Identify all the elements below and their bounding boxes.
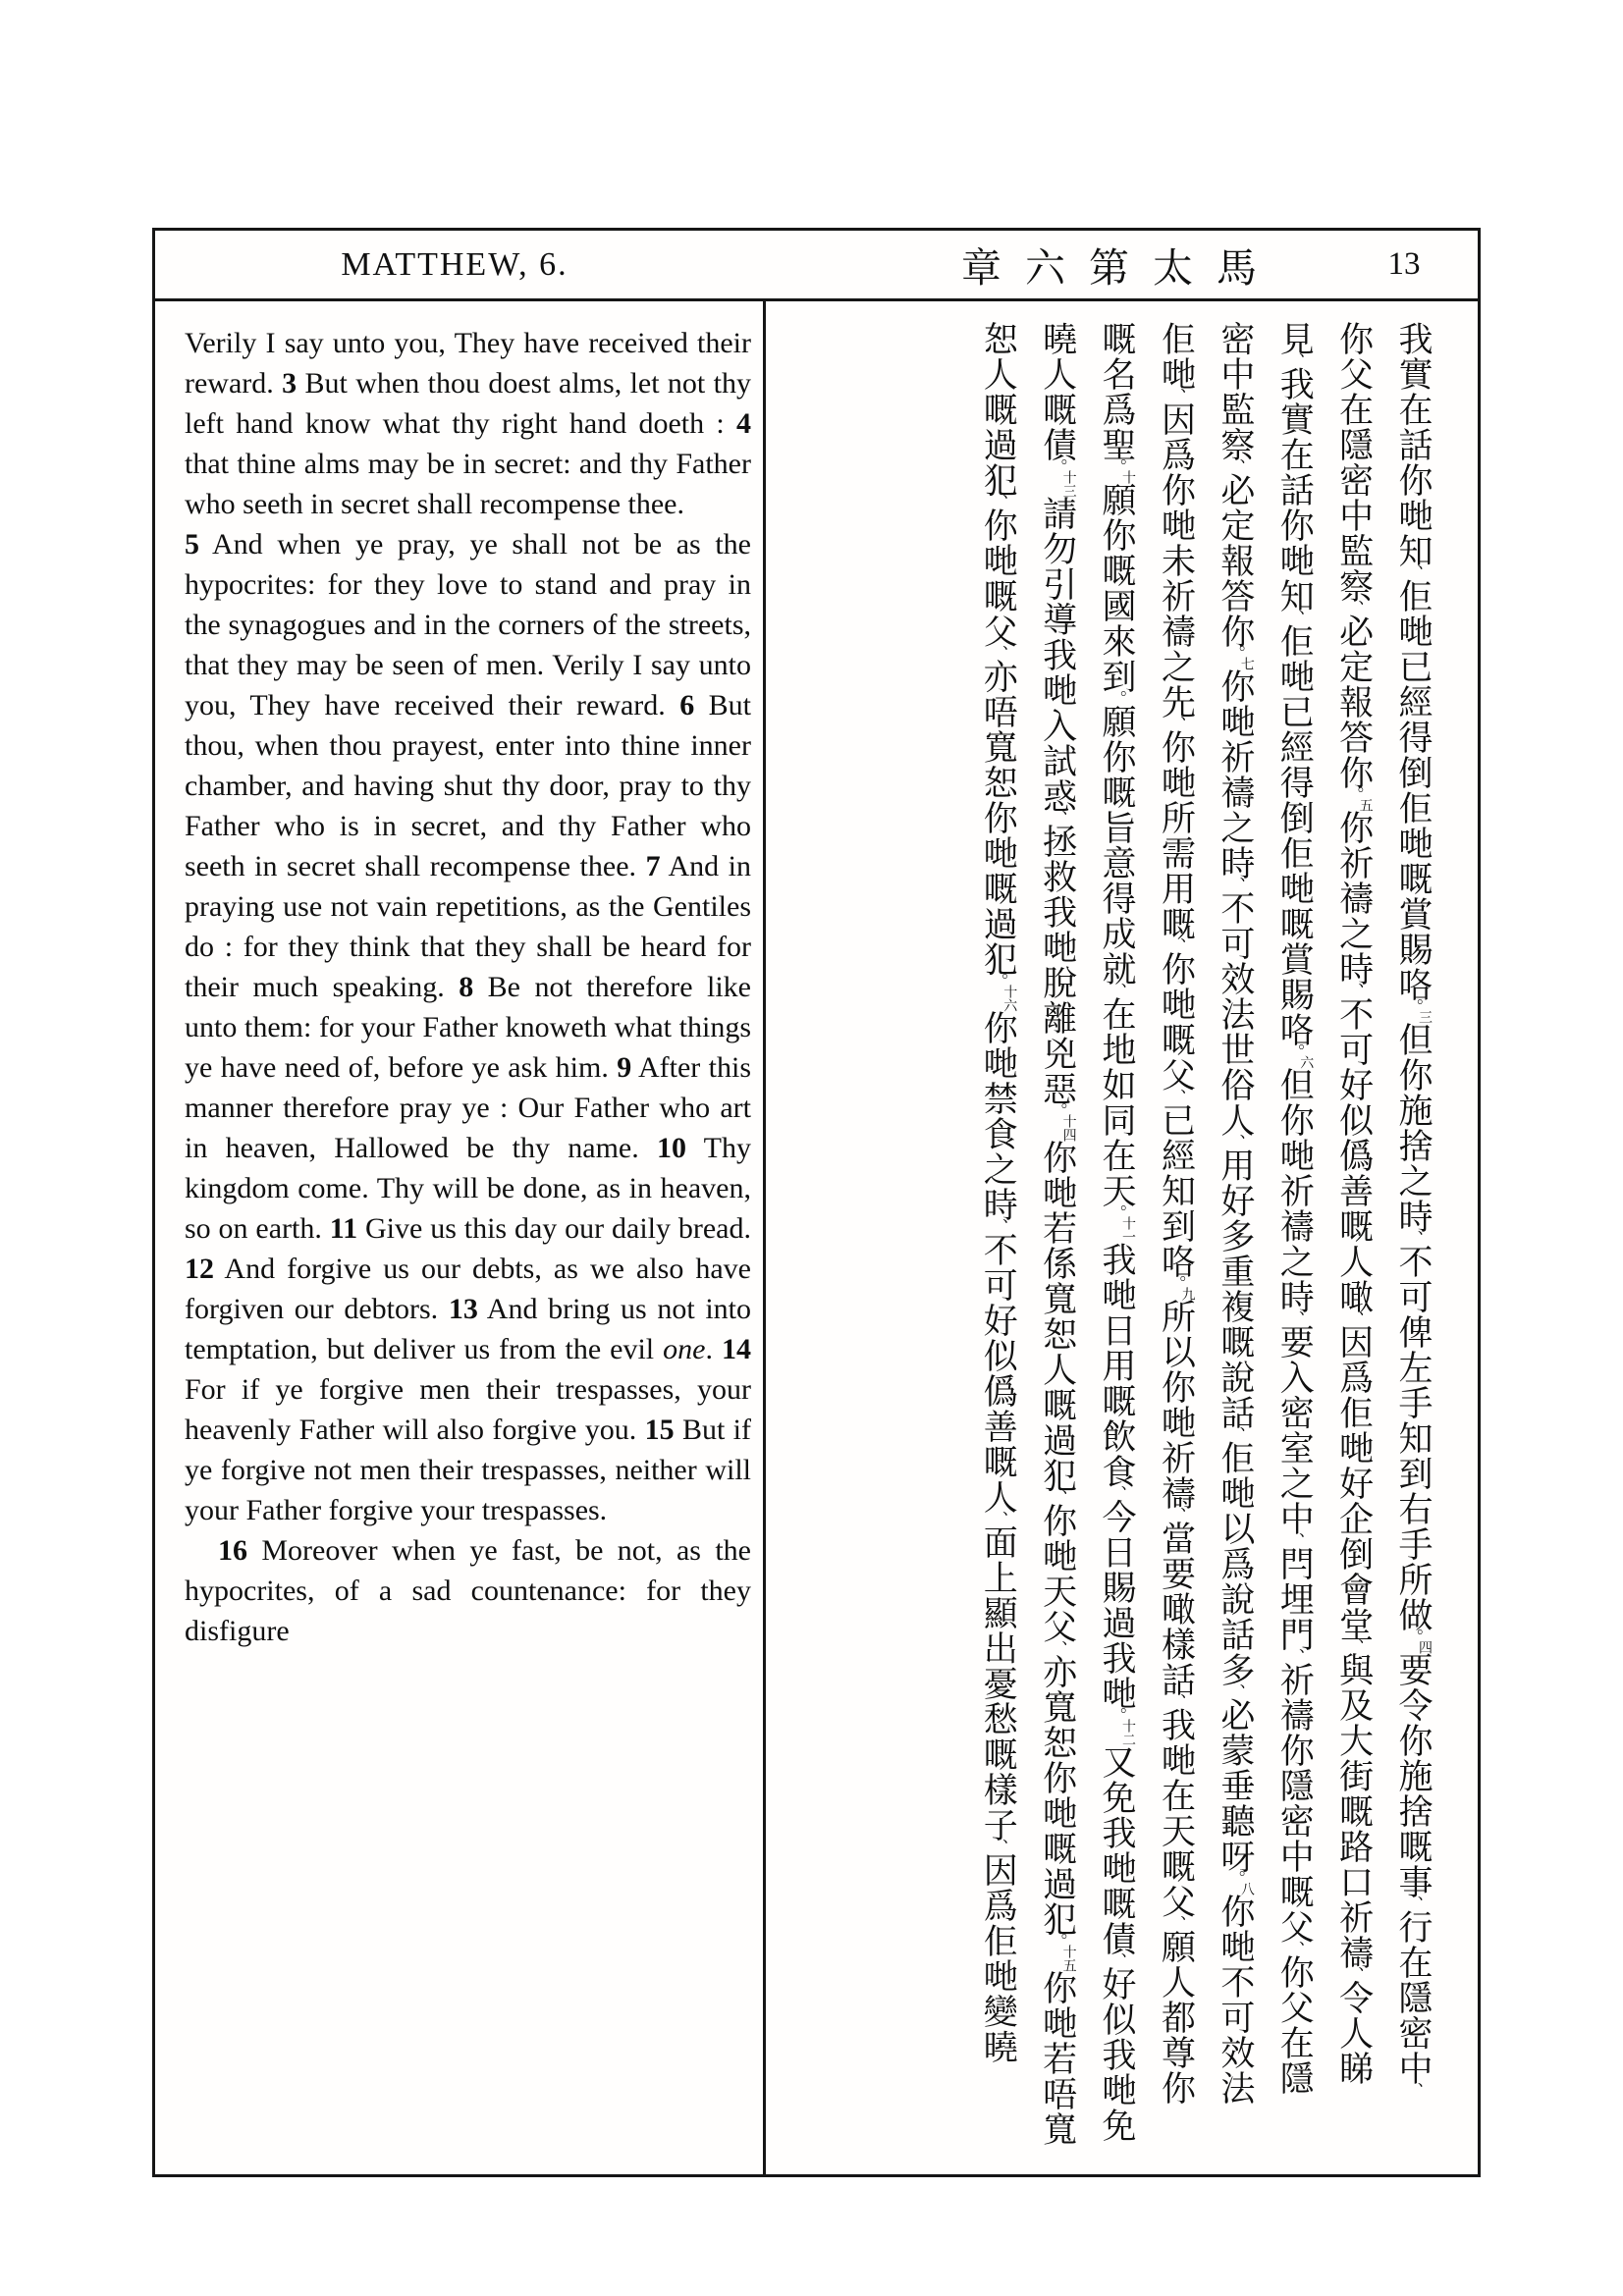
english-paragraph [185, 524, 751, 1530]
header-title-english: MATTHEW, 6. [341, 245, 568, 283]
punctuation: 、 [1165, 1089, 1186, 1106]
punctuation: 、 [1284, 1941, 1305, 1958]
chinese-column: 恕人嘅過犯、你哋嘅父、亦唔寬恕你哋嘅過犯。十六你哋禁食之時、不可好似僞善嘅人、面上顯出憂愁嘅樣子、因爲佢哋變曉 [978, 321, 1018, 2064]
chinese-column: 曉人嘅債。十三請勿引導我哋入試惑、拯救我哋脫離兇惡。十四你哋若係寬恕人嘅過犯、你哋天父、亦寬恕你哋嘅過犯。十五你哋若唔寬 [1037, 321, 1077, 2147]
punctuation: 、 [1224, 1134, 1245, 1151]
punctuation: 、 [1165, 388, 1186, 405]
punctuation: 、 [1107, 1952, 1127, 1970]
punctuation: 、 [1224, 1426, 1245, 1444]
punctuation: 、 [1047, 810, 1067, 828]
punctuation: 、 [1284, 1532, 1305, 1550]
text-run: Thy kingdom come. Thy will be done, as in heaven, so on earth. [185, 1132, 751, 1245]
chinese-column: 我實在話你哋知、佢哋已經得倒佢哋嘅賞賜咯。三但你施捨之時、不可俾左手知到右手所做。四要令你施捨嘅事、行在隱密中、 [1393, 321, 1433, 2100]
punctuation: 、 [1165, 716, 1186, 733]
verse-number: 5 [185, 528, 199, 561]
punctuation: 、 [1224, 458, 1245, 476]
punctuation: 。 [1165, 1275, 1186, 1293]
text-run: But if ye forgive not men their trespasses, neither will your Father forgive your trespasses. [185, 1414, 751, 1526]
verse-number: 6 [679, 689, 695, 721]
punctuation: 、 [1284, 352, 1305, 370]
text-run: For if ye forgive men their trespasses, your heavenly Father will also forgive you. [185, 1373, 751, 1446]
punctuation: 、 [1107, 983, 1127, 1000]
punctuation: 。 [1047, 1102, 1067, 1120]
punctuation: 、 [1284, 1310, 1305, 1328]
punctuation: 、 [988, 645, 1008, 663]
italic-run: one [663, 1333, 706, 1365]
verse-number: 3 [282, 367, 298, 400]
text-run: But when thou doest alms, let not thy left hand know what thy right hand doeth : [185, 367, 751, 440]
verse-number-marker: 三 [1417, 1010, 1433, 1024]
english-paragraph [185, 323, 751, 524]
punctuation: 、 [1403, 2082, 1423, 2100]
punctuation: 。 [1107, 458, 1127, 476]
punctuation: 、 [1403, 1230, 1423, 1248]
punctuation: 、 [1047, 1640, 1067, 1658]
punctuation: 、 [1343, 1966, 1364, 1984]
punctuation: 。 [1224, 1870, 1245, 1888]
punctuation: 。 [1107, 690, 1127, 708]
verse-number: 10 [656, 1132, 686, 1164]
text-run: And in praying use not vain repetitions, as the Gentiles do : for they think that they shall be heard for their much speaking. [185, 850, 751, 1003]
punctuation: 。 [1107, 1204, 1127, 1222]
chinese-column: 嘅名爲聖。十願你嘅國來到。願你嘅旨意得成就、在地如同在天。十一我哋日用嘅飲食、今日賜過我哋。十二又免我哋嘅債、好似我哋免 [1097, 321, 1137, 2143]
page-header [155, 231, 1478, 301]
verse-number: 13 [448, 1293, 478, 1325]
verse-number-marker: 八 [1238, 1882, 1255, 1896]
chinese-text-columns [766, 301, 1478, 2177]
text-run: Be not therefore like unto them: for your Father knoweth what things ye have need of, before ye ask him. [185, 971, 751, 1084]
punctuation: 、 [1403, 564, 1423, 582]
chinese-column: 佢哋、因爲你哋未祈禱之先、你哋所需用嘅、你哋嘅父、已經知到咯。九所以你哋祈禱、當要噉樣話、我哋在天嘅父、願人都尊你 [1156, 321, 1196, 2106]
verse-number-marker: 四 [1417, 1640, 1433, 1654]
punctuation: 。 [988, 973, 1008, 990]
punctuation: 、 [1165, 1915, 1186, 1933]
verse-number-marker: 十 [1120, 470, 1137, 484]
chinese-column: 你父在隱密中監察、必定報答你。五你祈禱之時、不可好似僞善嘅人噉、因爲佢哋好企倒會堂、與及大街嘅路口祈禱、令人睇 [1333, 321, 1374, 2086]
verse-number: 16 [218, 1534, 247, 1567]
punctuation: 、 [988, 1511, 1008, 1528]
chinese-column: 密中監察、必定報答你。七你哋祈禱之時、不可效法世俗人、用好多重複嘅說話、佢哋以爲說話多、必蒙垂聽呀。八你哋不可效法 [1215, 321, 1255, 2106]
punctuation: 、 [1047, 1489, 1067, 1507]
verse-number-marker: 十六 [1001, 985, 1018, 1012]
text-run: After this manner therefore pray ye : Our Father who art in heaven, Hallowed be thy name. [185, 1051, 751, 1164]
punctuation: 、 [988, 1218, 1008, 1236]
text-run: But thou, when thou prayest, enter into thine inner chamber, and having shut thy door, pray to thy Father who is in secret, and thy Father who seeth in secret shall recompense thee. [185, 689, 751, 882]
verse-number-marker: 十四 [1060, 1114, 1077, 1142]
punctuation: 、 [1343, 983, 1364, 1000]
punctuation: 、 [1224, 877, 1245, 894]
verse-number-marker: 九 [1179, 1287, 1196, 1301]
scanned-page [152, 228, 1481, 2177]
punctuation: 、 [1343, 1310, 1364, 1328]
verse-number: 4 [736, 407, 751, 440]
text-run: And when ye pray, ye shall not be as the hypocrites: for they love to stand and pray in the synagogues and in the corners of the streets, that they may be seen of men. Verily I say unto you, They have received their reward. [185, 528, 751, 721]
punctuation: 、 [1165, 1507, 1186, 1524]
english-paragraph [185, 1530, 751, 1651]
text-run: that thine alms may be in secret: and thy Father who seeth in secret shall recompense thee. [185, 448, 751, 520]
chinese-column: 見、我實在話你哋知、佢哋已經得倒佢哋嘅賞賜咯。六但你哋祈禱之時、要入密室之中、閂埋門、祈禱你隱密中嘅父、你父在隱 [1274, 321, 1315, 2096]
punctuation: 。 [1343, 786, 1364, 804]
verse-number-marker: 七 [1238, 657, 1255, 670]
english-text-column [155, 301, 766, 2177]
punctuation: 。 [1047, 1933, 1067, 1950]
text-run: Give us this day our daily bread. [357, 1212, 751, 1245]
verse-number-marker: 十一 [1120, 1216, 1137, 1244]
verse-number-marker: 六 [1298, 1055, 1315, 1069]
page-number: 13 [1387, 246, 1421, 282]
text-run: Verily I say unto you, They have received their reward. [185, 327, 751, 400]
verse-number: 8 [459, 971, 474, 1003]
punctuation: 。 [1403, 998, 1423, 1016]
punctuation: 、 [1284, 610, 1305, 627]
verse-number-marker: 十二 [1120, 1719, 1137, 1746]
text-run: And forgive us our debts, as we also have forgiven our debtors. [185, 1253, 751, 1325]
punctuation: 。 [1224, 645, 1245, 663]
punctuation: 、 [1284, 1648, 1305, 1666]
punctuation: 、 [1343, 1638, 1364, 1656]
punctuation: 。 [1047, 458, 1067, 476]
punctuation: 、 [1107, 1485, 1127, 1503]
punctuation: 、 [1165, 937, 1186, 955]
verse-number: 14 [722, 1333, 751, 1365]
punctuation: 、 [1343, 600, 1364, 617]
verse-number: 12 [185, 1253, 214, 1285]
punctuation: 、 [1403, 1896, 1423, 1913]
text-run: . [705, 1333, 722, 1365]
verse-number-marker: 五 [1357, 798, 1374, 812]
verse-number-marker: 十五 [1060, 1945, 1077, 1972]
verse-number: 11 [329, 1212, 358, 1245]
punctuation: 、 [1224, 1683, 1245, 1701]
punctuation: 、 [988, 1839, 1008, 1856]
header-title-chinese: 章六第太馬 [961, 244, 1280, 292]
verse-number: 7 [645, 850, 661, 882]
text-run: And bring us not into temptation, but deliver us from the evil [185, 1293, 752, 1365]
verse-number: 9 [617, 1051, 632, 1084]
verse-number-marker: 十三 [1060, 470, 1077, 498]
punctuation: 。 [1403, 1629, 1423, 1646]
punctuation: 。 [1107, 1707, 1127, 1725]
verse-number: 15 [644, 1414, 675, 1446]
text-run: Moreover when ye fast, be not, as the hypocrites, of a sad countenance: for they disfigure [185, 1534, 751, 1647]
page-body [155, 301, 1478, 2177]
punctuation: 、 [988, 494, 1008, 511]
punctuation: 。 [1284, 1043, 1305, 1061]
punctuation: 、 [1165, 1693, 1186, 1711]
